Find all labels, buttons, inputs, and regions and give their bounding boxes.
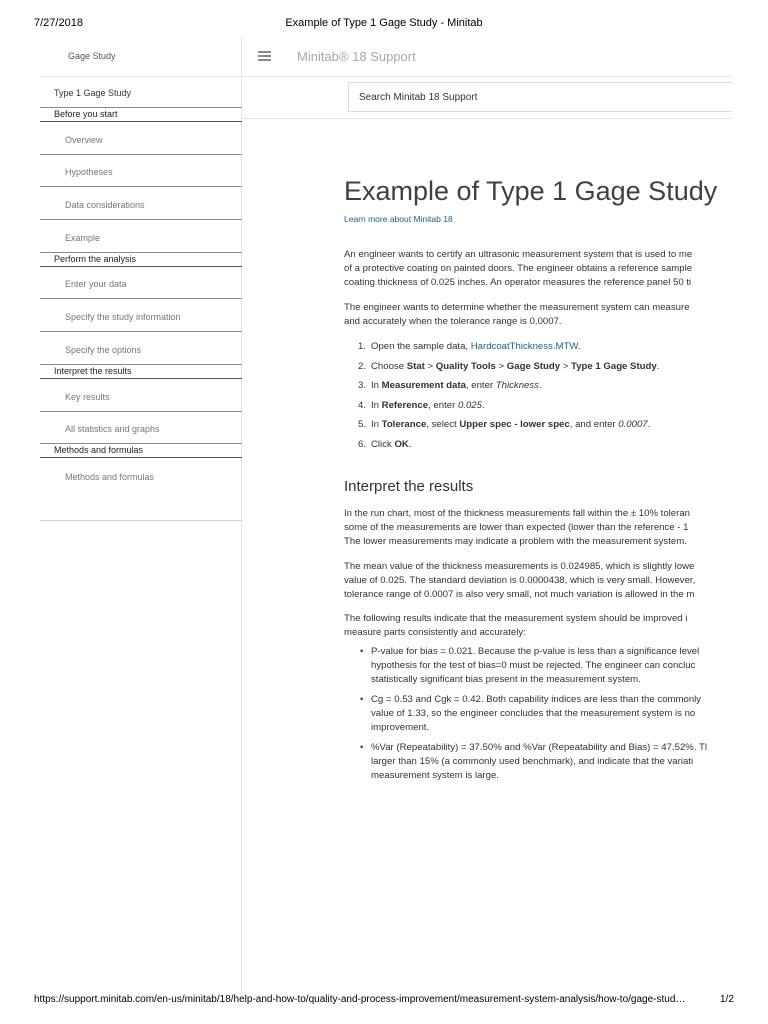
sidebar-item-all-statistics[interactable]: [40, 412, 242, 445]
text-line: value of 0.025. The standard deviation is 0.0000438, which is very small. However,: [344, 575, 696, 586]
sidebar-header-label: Gage Study: [68, 51, 116, 61]
sidebar-item-label: Before you start: [54, 109, 118, 119]
sidebar-section-before-you-start[interactable]: [40, 108, 242, 122]
text-line: coating thickness of 0.025 inches. An operator measures the reference panel 50 ti: [344, 277, 692, 288]
results-paragraph-1: [344, 507, 690, 549]
text-line: The engineer wants to determine whether the measurement system can measure: [344, 302, 690, 313]
print-footer: [0, 994, 768, 1008]
sidebar-item-label: Data considerations: [65, 200, 145, 211]
step-item: 2. Choose Stat > Quality Tools > Gage Study > Type 1 Gage Study.: [358, 360, 660, 372]
text-line: The mean value of the thickness measurements is 0.024985, which is slightly lowe: [344, 561, 695, 572]
results-paragraph-3: [344, 612, 687, 640]
sidebar-item-label: Specify the options: [65, 344, 142, 355]
results-bullet-list: [360, 645, 707, 789]
bullet-item: • P-value for bias = 0.021. Because the p-value is less than a significance level hypothesis for the test of bias=0 must be rejected. The engineer can concluc statistically significant bias present in the measurement system.: [360, 645, 707, 687]
text-line: measure parts consistently and accurately:: [344, 627, 526, 638]
step-item: 1. Open the sample data, HardcoatThickness.MTW.: [358, 341, 581, 352]
results-heading: Interpret the results: [344, 478, 474, 495]
results-paragraph-2: [344, 560, 695, 602]
text-line: The following results indicate that the measurement system should be improved i: [344, 613, 688, 624]
sidebar-item-label: Enter your data: [65, 279, 127, 290]
sidebar-section-methods-formulas[interactable]: [40, 444, 242, 458]
print-url: https://support.minitab.com/en-us/minitab/18/help-and-how-to/quality-and-process-improvement/measurement-system-analysis/how-to/gage-stud…: [34, 994, 686, 1005]
main-content: [344, 120, 732, 800]
bullet-item: • %Var (Repeatability) = 37.50% and %Var (Repeatability and Bias) = 47.52%. Tl larger than 15% (a commonly used benchmark), and indicate that the variati measurement system is large.: [360, 741, 707, 783]
sidebar-item-label: All statistics and graphs: [65, 424, 160, 435]
sidebar-item-label: Methods and formulas: [65, 471, 155, 482]
sidebar-item-overview[interactable]: [40, 122, 242, 155]
sidebar-divider: [40, 520, 242, 521]
text-line: and accurately when the tolerance range is 0.0007.: [344, 316, 562, 327]
step-item: 3. In Measurement data, enter Thickness.: [358, 380, 542, 391]
sidebar-item-label: Perform the analysis: [54, 253, 137, 264]
sidebar-item-study-information[interactable]: [40, 299, 242, 332]
sidebar-item-data-considerations[interactable]: [40, 187, 242, 220]
top-bar: [242, 37, 732, 77]
search-bar: [242, 77, 732, 119]
sidebar-item-key-results[interactable]: [40, 379, 242, 412]
sidebar-item-type1-gage-study[interactable]: [40, 77, 242, 108]
sidebar-item-label: Type 1 Gage Study: [54, 88, 132, 98]
bullet-item: • Cg = 0.53 and Cgk = 0.42. Both capability indices are less than the commonly value of 1.33, so the engineer concludes that the measurement system is no improvement.: [360, 693, 707, 735]
step-item: 5. In Tolerance, select Upper spec - lower spec, and enter 0.0007.: [358, 419, 651, 430]
sidebar-section-interpret-results[interactable]: [40, 365, 242, 379]
step-item: 4. In Reference, enter 0.025.: [358, 399, 485, 411]
sample-data-link[interactable]: HardcoatThickness.MTW: [470, 341, 578, 352]
text-line: In the run chart, most of the thickness measurements fall within the ± 10% toleran: [344, 508, 691, 519]
text-line: of a protective coating on painted doors. The engineer obtains a reference sample: [344, 263, 693, 274]
text-line: tolerance range of 0.0007 is also very small, not much variation is allowed in the m: [344, 589, 695, 600]
print-date: 7/27/2018: [34, 17, 83, 29]
learn-more-link[interactable]: Learn more about Minitab 18: [344, 214, 453, 224]
print-page-number: 1/2: [720, 994, 734, 1005]
sidebar-item-hypotheses[interactable]: [40, 155, 242, 188]
sidebar-item-enter-data[interactable]: [40, 267, 242, 300]
text-line: some of the measurements are lower than expected (lower than the reference - 1: [344, 522, 689, 533]
brand-title[interactable]: Minitab® 18 Support: [297, 49, 416, 64]
page-title: Example of Type 1 Gage Study: [344, 176, 718, 206]
text-line: The lower measurements may indicate a problem with the measurement system.: [344, 536, 687, 547]
sidebar-item-options[interactable]: [40, 332, 242, 365]
sidebar-item-label: Interpret the results: [54, 365, 132, 376]
print-title: Example of Type 1 Gage Study - Minitab: [285, 17, 483, 29]
intro-paragraph: [344, 248, 692, 290]
sidebar-item-methods-formulas[interactable]: [40, 458, 242, 491]
search-input[interactable]: [348, 82, 732, 112]
sidebar-item-label: Specify the study information: [65, 312, 181, 323]
step-item: 6. Click OK.: [358, 438, 412, 450]
steps-list: [358, 340, 659, 457]
text-line: An engineer wants to certify an ultrasonic measurement system that is used to me: [344, 249, 693, 260]
sidebar-item-example[interactable]: [40, 220, 242, 253]
hamburger-menu-icon[interactable]: [258, 51, 271, 60]
sidebar-section-perform-analysis[interactable]: [40, 253, 242, 267]
sidebar: [40, 37, 242, 992]
sidebar-item-label: Hypotheses: [65, 167, 113, 178]
sidebar-item-label: Key results: [65, 391, 110, 402]
sidebar-nav: [40, 77, 242, 491]
sidebar-item-label: Methods and formulas: [54, 445, 144, 456]
print-header: [0, 17, 768, 31]
sidebar-header[interactable]: [40, 37, 242, 77]
goal-paragraph: [344, 301, 690, 329]
sidebar-item-label: Overview: [65, 134, 103, 145]
sidebar-item-label: Example: [65, 232, 101, 243]
